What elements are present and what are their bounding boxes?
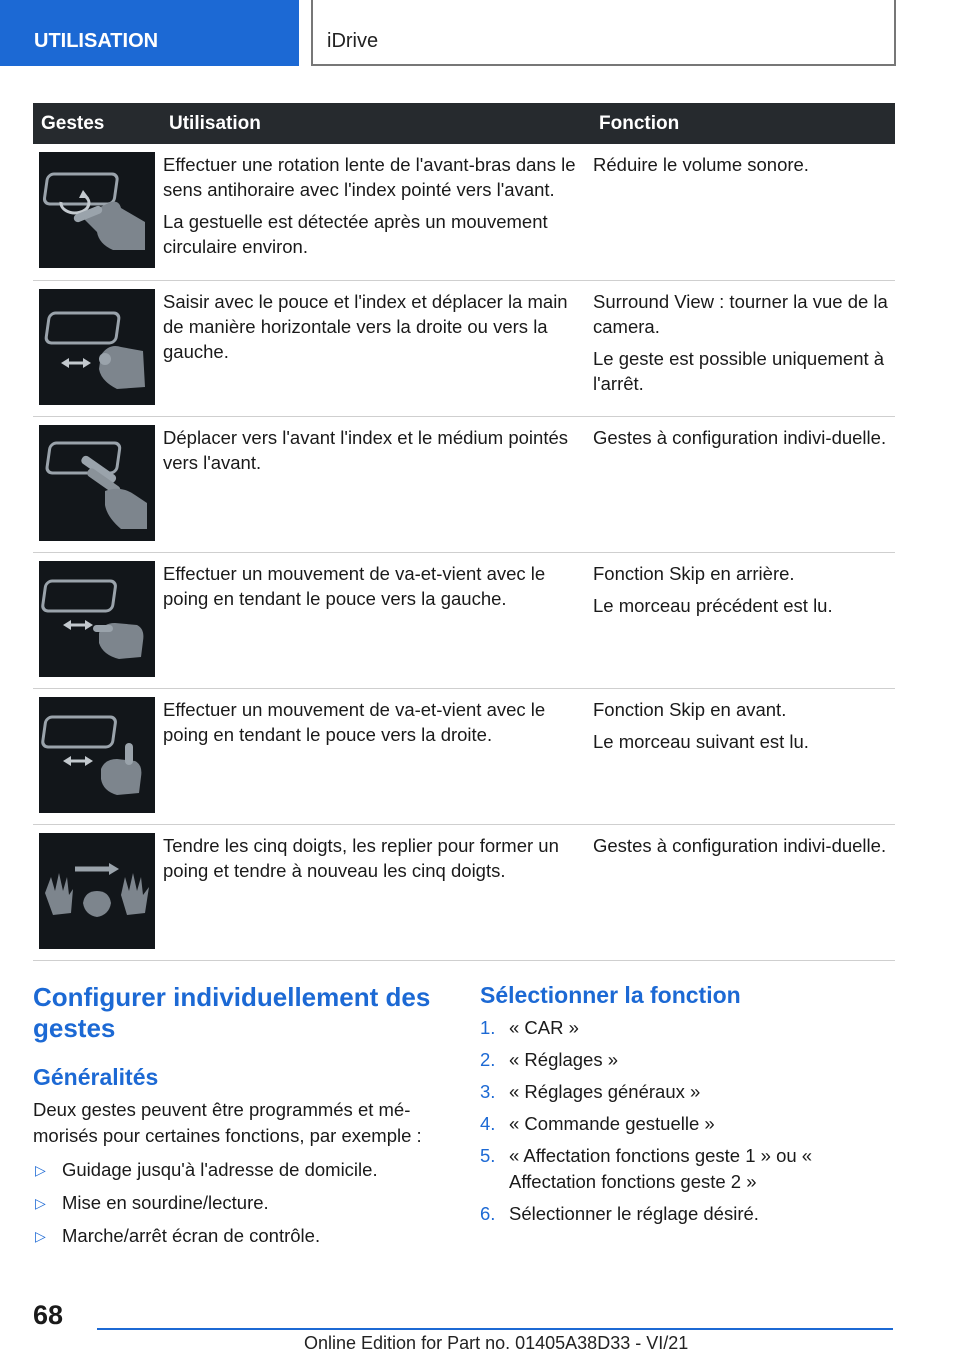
triangle-bullet-icon: ▷ xyxy=(35,1195,46,1211)
intro-text: Deux gestes peuvent être programmés et mé-morisés pour certaines fonctions, par exemple : xyxy=(33,1099,422,1146)
list-item: 5. « Affectation fonctions geste 1 » ou « Affectation fonctions geste 2 » xyxy=(480,1145,813,1192)
rotate-gesture-icon xyxy=(39,152,155,268)
table-row xyxy=(33,552,895,688)
list-item: 3. « Réglages généraux » xyxy=(480,1081,701,1102)
list-item: ▷ Marche/arrêt écran de contrôle. xyxy=(33,1223,443,1249)
function-cell: Surround View : tourner la vue de la camera. Le geste est possible uniquement à l'arrêt. xyxy=(591,280,895,416)
gestures-table xyxy=(33,103,895,961)
table-row xyxy=(33,280,895,416)
triangle-bullet-icon: ▷ xyxy=(35,1162,46,1178)
usage-cell: Saisir avec le pouce et l'index et déplacer la main de manière horizontale vers la droite ou vers la gauche. xyxy=(161,280,591,416)
usage-cell: Effectuer un mouvement de va-et-vient avec le poing en tendant le pouce vers la droite. xyxy=(161,688,591,824)
fist-thumb-right-gesture-icon xyxy=(39,697,155,813)
topic-label: iDrive xyxy=(311,0,896,66)
usage-cell: Effectuer une rotation lente de l'avant-bras dans le sens antihoraire avec l'index pointé vers l'avant. La gestuelle est détectée après un mouvement circulaire environ. xyxy=(161,144,591,280)
steps-list xyxy=(480,1015,900,1227)
col-header-gestures: Gestes xyxy=(33,103,161,144)
function-cell: Fonction Skip en avant. Le morceau suivant est lu. xyxy=(591,688,895,824)
table-row xyxy=(33,416,895,552)
section-title: Configurer individuellement des gestes xyxy=(33,982,431,1043)
col-header-usage: Utilisation xyxy=(161,103,591,144)
function-cell: Gestes à configuration indivi-duelle. xyxy=(591,824,895,960)
list-item: 2. « Réglages » xyxy=(480,1049,619,1070)
section-tab: UTILISATION xyxy=(0,0,299,66)
table-row xyxy=(33,688,895,824)
two-finger-point-gesture-icon xyxy=(39,425,155,541)
usage-cell: Déplacer vers l'avant l'index et le médium pointés vers l'avant. xyxy=(161,416,591,552)
bullet-list xyxy=(33,1157,443,1249)
list-item: 6. Sélectionner le réglage désiré. xyxy=(480,1203,759,1224)
pinch-drag-gesture-icon xyxy=(39,289,155,405)
list-item: 1. « CAR » xyxy=(480,1017,579,1038)
usage-cell: Tendre les cinq doigts, les replier pour former un poing et tendre à nouveau les cinq doigts. xyxy=(161,824,591,960)
fist-thumb-left-gesture-icon xyxy=(39,561,155,677)
list-item: 4. « Commande gestuelle » xyxy=(480,1113,715,1134)
subsection-title: Généralités xyxy=(33,1064,159,1090)
usage-cell: Effectuer un mouvement de va-et-vient avec le poing en tendant le pouce vers la gauche. xyxy=(161,552,591,688)
edition-text: Online Edition for Part no. 01405A38D33 - VI/21 xyxy=(304,1333,689,1353)
table-row xyxy=(33,144,895,280)
function-cell: Gestes à configuration indivi-duelle. xyxy=(591,416,895,552)
page-number: 68 xyxy=(33,1300,64,1330)
triangle-bullet-icon: ▷ xyxy=(35,1228,46,1244)
open-fist-open-gesture-icon xyxy=(39,833,155,949)
list-item: ▷ Guidage jusqu'à l'adresse de domicile. xyxy=(33,1157,443,1183)
list-item: ▷ Mise en sourdine/lecture. xyxy=(33,1190,443,1216)
select-function-section xyxy=(480,982,900,1233)
function-cell: Réduire le volume sonore. xyxy=(591,144,895,280)
table-header-row xyxy=(33,103,895,144)
col-header-function: Fonction xyxy=(591,103,895,144)
configure-section xyxy=(33,982,443,1256)
function-cell: Fonction Skip en arrière. Le morceau précédent est lu. xyxy=(591,552,895,688)
footer-divider xyxy=(97,1328,893,1330)
steps-title: Sélectionner la fonction xyxy=(480,982,741,1008)
table-row xyxy=(33,824,895,960)
page-header xyxy=(0,0,960,66)
